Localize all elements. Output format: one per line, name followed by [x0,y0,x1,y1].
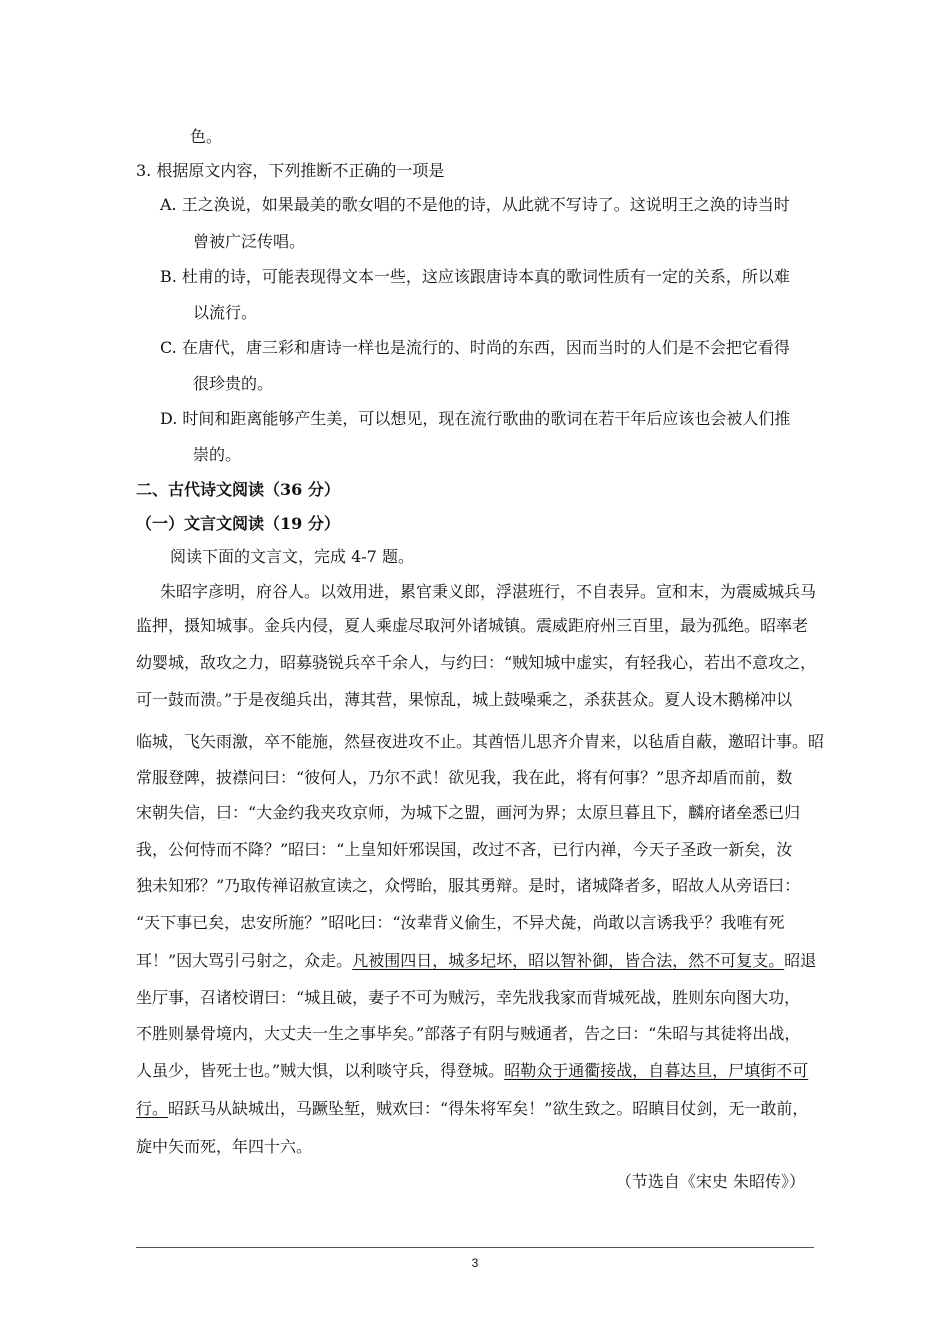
passage-line-5: 临城，飞矢雨激，卒不能施，然昼夜进攻不止。其酋悟儿思齐介胄来，以毡盾自蔽，邀昭计事。昭 [136,732,825,751]
option-d-line-2: 崇的。 [193,445,242,464]
subsection-1-heading: （一）文言文阅读（19 分） [136,514,340,533]
passage-line-4: 可一鼓而溃。”于是夜缒兵出，薄其营，果惊乱，城上鼓噪乘之，杀获甚众。夏人设木鹅梯冲以 [136,690,793,709]
passage-line-11-start: 耳！”因大骂引弓射之，众走。 [136,951,353,970]
passage-line-6: 常服登陴，披襟问曰：“彼何人，乃尔不武！欲见我，我在此，将有何事？”思齐却盾而前，数 [136,768,793,787]
passage-line-1: 朱昭字彦明，府谷人。以效用进，累官秉义郎，浮湛班行，不自表异。宣和末，为震威城兵马 [160,582,817,601]
passage-line-8: 我，公何恃而不降？”昭曰：“上皇知奸邪误国，改过不吝，已行内禅，今天子圣政一新矣，汝 [136,840,793,859]
option-b-line-1: B. 杜甫的诗，可能表现得文本一些，这应该跟唐诗本真的歌词性质有一定的关系，所以难 [160,267,790,286]
passage-line-16: 旋中矢而死，年四十六。 [136,1137,313,1156]
option-d-line-1: D. 时间和距离能够产生美，可以想见，现在流行歌曲的歌词在若干年后应该也会被人们推 [160,409,791,428]
footer-divider [136,1247,814,1248]
option-c-line-2: 很珍贵的。 [193,374,274,393]
passage-line-11 [136,949,816,973]
option-a-line-2: 曾被广泛传唱。 [193,232,306,251]
passage-line-15 [136,1097,808,1121]
passage-line-11-end: 昭退 [784,951,817,970]
passage-line-14 [136,1059,808,1083]
passage-line-2: 监押，摄知城事。金兵内侵，夏人乘虚尽取河外诸城镇。震威距府州三百里，最为孤绝。昭率老 [136,616,809,635]
passage-line-14-start: 人虽少，皆死士也。”贼大惧，以利啖守兵，得登城。 [136,1061,505,1080]
passage-line-13: 不胜则暴骨境内，大丈夫一生之事毕矣。”部落子有阴与贼通者，告之曰：“朱昭与其徒将出战， [136,1024,801,1043]
option-a-line-1: A. 王之涣说，如果最美的歌女唱的不是他的诗，从此就不写诗了。这说明王之涣的诗当时 [160,195,790,214]
source-citation: （节选自《宋史 朱昭传》） [615,1172,805,1191]
underlined-sentence-2b: 行。 [136,1099,169,1118]
page-number: 3 [471,1256,479,1270]
passage-line-3: 幼婴城，敌攻之力，昭募骁锐兵卒千余人，与约曰：“贼知城中虚实，有轻我心，若出不意攻之， [136,653,817,672]
passage-line-15-end: 昭跃马从缺城出，马蹶坠堑，贼欢曰：“得朱将军矣！”欲生致之。昭瞋目仗剑，无一敢前， [168,1099,809,1118]
passage-line-12: 坐厅事，召诸校谓曰：“城且破，妻子不可为贼污，幸先戕我家而背城死战，胜则东向图大功， [136,988,801,1007]
option-c-line-1: C. 在唐代，唐三彩和唐诗一样也是流行的、时尚的东西，因而当时的人们是不会把它看得 [160,338,790,357]
underlined-sentence-1: 凡被围四日，城多圮坏，昭以智补御，皆合法，然不可复支。 [352,951,785,970]
q2-tail-text: 色。 [190,127,223,146]
underlined-sentence-2a: 昭勒众于通衢接战，自暮达旦，尸填街不可 [504,1061,809,1080]
passage-line-7: 宋朝失信，曰：“大金约我夹攻京师，为城下之盟，画河为界；太原旦暮且下，麟府诸垒悉已归 [136,803,801,822]
reading-instruction: 阅读下面的文言文，完成 4-7 题。 [170,547,414,566]
section-2-heading: 二、古代诗文阅读（36 分） [136,480,340,499]
question-3-stem: 3. 根据原文内容，下列推断不正确的一项是 [136,161,445,180]
passage-line-9: 独未知邪？”乃取传禅诏赦宣读之，众愕眙，服其勇辩。是时，诸城降者多，昭故人从旁语曰： [136,876,801,895]
option-b-line-2: 以流行。 [193,303,258,322]
passage-line-10: “天下事已矣，忠安所施？”昭叱曰：“汝辈背义偷生，不异犬彘，尚敢以言诱我乎？我唯有死 [136,913,785,932]
